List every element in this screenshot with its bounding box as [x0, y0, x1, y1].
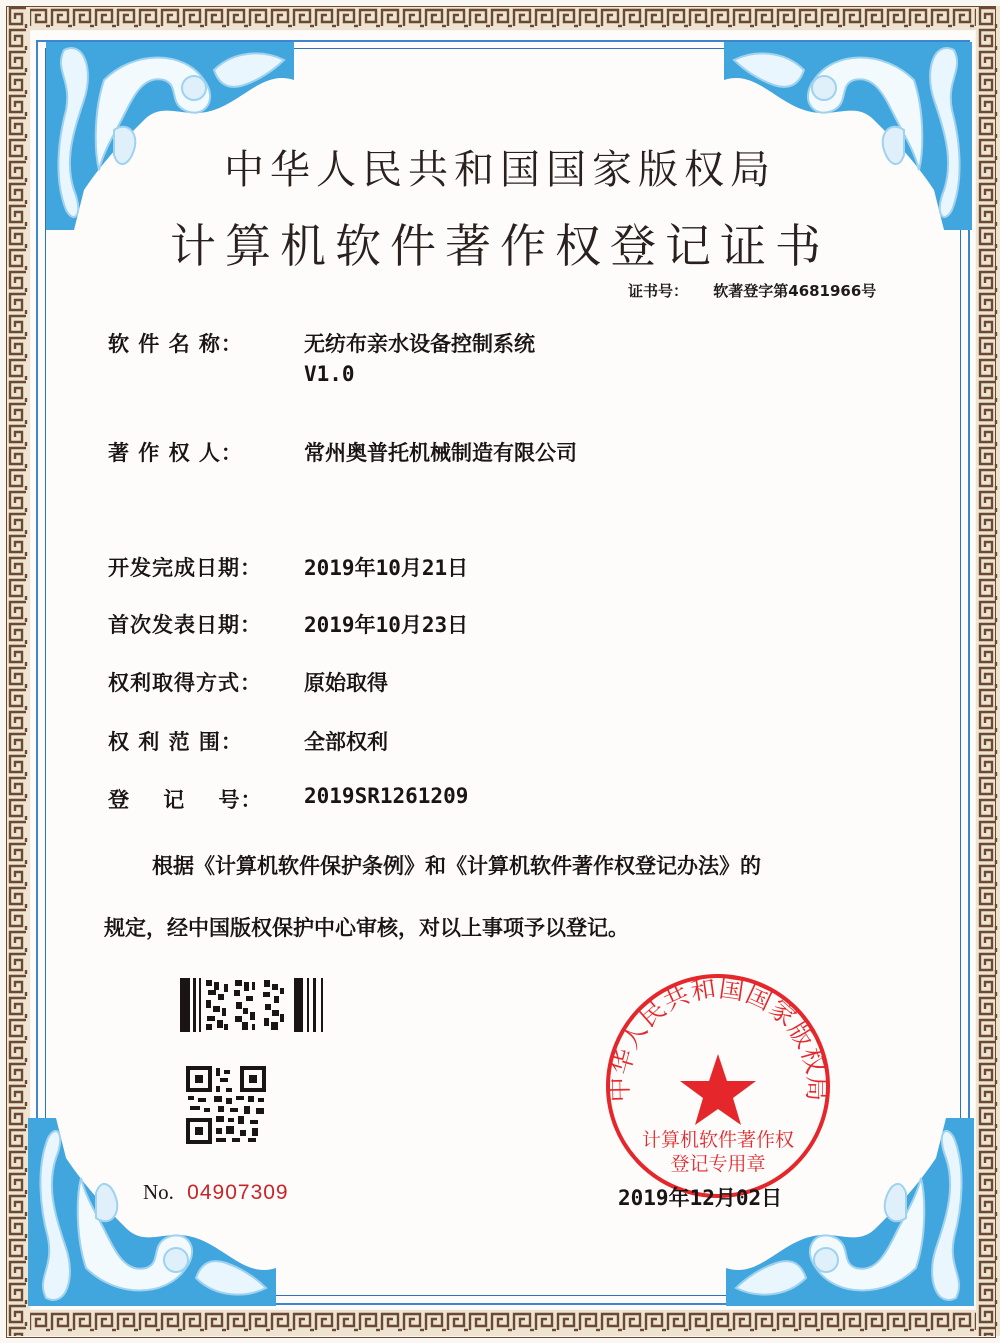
field-value-version: V1.0 [304, 362, 355, 386]
field-value: 全部权利 [304, 730, 388, 754]
field-label: 开发完成日期： [108, 556, 262, 580]
field-software-name [108, 328, 535, 386]
serial-value: 04907309 [187, 1181, 289, 1204]
field-value: 无纺布亲水设备控制系统 [304, 332, 535, 356]
field-value: 2019年10月23日 [304, 613, 469, 637]
certificate-number-label: 证书号： [628, 282, 689, 300]
star-icon [680, 1054, 756, 1125]
certificate-title: 计算机软件著作权登记证书 [170, 219, 830, 273]
field-label: 登 记 号： [108, 788, 263, 812]
issue-date: 2019年12月02日 [618, 1186, 783, 1210]
field-value: 2019SR1261209 [304, 784, 469, 808]
field-value: 原始取得 [304, 671, 388, 695]
official-seal [600, 968, 836, 1200]
field-label: 权 利 范 围： [108, 730, 243, 754]
issuer-title: 中华人民共和国国家版权局 [224, 147, 776, 193]
field-completion-date [108, 552, 468, 582]
serial-number [143, 1180, 289, 1205]
field-label: 首次发表日期： [108, 613, 262, 637]
field-registration-number [108, 784, 468, 814]
certificate-number-value: 软著登字第4681966号 [713, 282, 877, 300]
seal-outer-text: 中华人民共和国国家版权局 [604, 973, 832, 1103]
corner-ornament-top-left [44, 40, 294, 230]
seal-inner-line-1: 计算机软件著作权 [641, 1129, 795, 1151]
corner-ornament-bottom-left [26, 1118, 276, 1308]
field-rights-scope [108, 726, 388, 756]
statement-line-1: 根据《计算机软件保护条例》和《计算机软件著作权登记办法》的 [152, 854, 761, 878]
field-label: 著 作 权 人： [108, 441, 243, 465]
certificate-number [628, 280, 876, 301]
field-label: 软 件 名 称： [108, 332, 243, 356]
field-value: 2019年10月21日 [304, 556, 469, 580]
field-value: 常州奥普托机械制造有限公司 [304, 441, 577, 465]
field-copyright-owner [108, 437, 577, 467]
barcode-icon [180, 978, 335, 1032]
corner-ornament-top-right [724, 40, 974, 230]
field-label: 权利取得方式： [108, 671, 262, 695]
field-first-publication-date [108, 609, 468, 639]
field-acquisition-method [108, 667, 388, 697]
seal-inner-line-2: 登记专用章 [670, 1153, 766, 1175]
serial-label: No. [143, 1180, 174, 1204]
statement-line-2: 规定，经中国版权保护中心审核，对以上事项予以登记。 [104, 916, 629, 940]
qr-code-icon [186, 1066, 266, 1144]
